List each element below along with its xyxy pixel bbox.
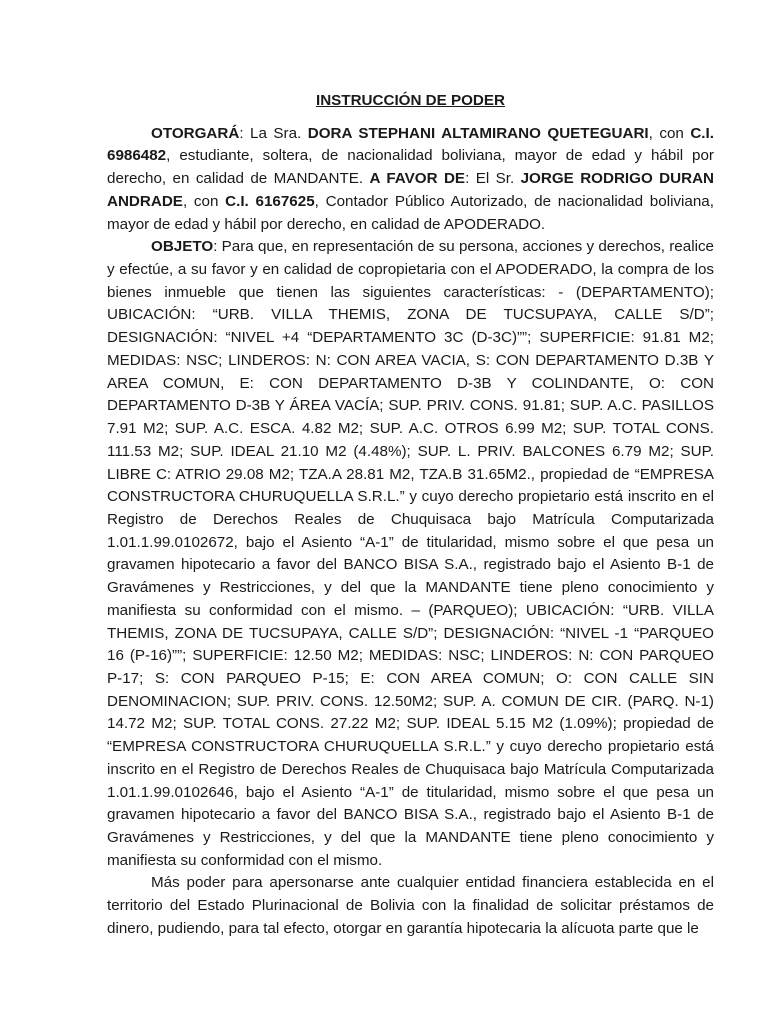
bold-text-run: OTORGARÁ xyxy=(151,124,240,142)
paragraph-objeto xyxy=(107,236,714,872)
text-run: , con xyxy=(182,192,226,210)
text-run: : Para que, en representación de su persona, acciones y derechos, realice y efectúe, a su favor y en calidad de copropietaria con el APODERADO, la compra de los bienes inmueble que tienen las siguientes características: - (DEPARTAMENTO); UBICACIÓN: “URB. VILLA THEMIS, ZONA DE TUCSUPAYA, CALLE S/D”; DESIGNACIÓN: “NIVEL +4 “DEPARTAMENTO 3C (D-3C)””; SUPERFICIE: 91.81 M2; MEDIDAS: NSC; LINDEROS: N: CON AREA VACIA, S: CON DEPARTAMENTO D.3B Y AREA COMUN, E: CON DEPARTAMENTO D-3B Y COLINDANTE, O: CON DEPARTAMENTO D-3B Y ÁREA VACÍA; SUP. PRIV. CONS. 91.81; SUP. A.C. PASILLOS 7.91 M2; SUP. A.C. ESCA. 4.82 M2; SUP. A.C. OTROS 6.99 M2; SUP. TOTAL CONS. 111.53 M2; SUP. IDEAL 21.10 M2 (4.48%); SUP. L. PRIV. BALCONES 6.79 M2; SUP. LIBRE C: ATRIO 29.08 M2; TZA.A 28.81 M2, TZA.B 31.65M2., propiedad de “EMPRESA CONSTRUCTORA CHURUQUELLA S.R.L.” y cuyo derecho propietario está inscrito en el Registro de Derechos Reales de Chuquisaca bajo Matrícula Computarizada 1.01.1.99.0102672, bajo el Asiento “A-1” de titularidad, mismo sobre el que pesa un gravamen hipotecario a favor del BANCO BISA S.A., registrado bajo el Asiento B-1 de Gravámenes y Restricciones, y del que la MANDANTE tiene pleno conocimiento y manifiesta su conformidad con el mismo. – (PARQUEO); UBICACIÓN: “URB. VILLA THEMIS, ZONA DE TUCSUPAYA, CALLE S/D”; DESIGNACIÓN: “NIVEL -1 “PARQUEO 16 (P-16)””; SUPERFICIE: 12.50 M2; MEDIDAS: NSC; LINDEROS: N: CON PARQUEO P-17; S: CON PARQUEO P-15; E: CON AREA COMUN; O: CON CALLE SIN DENOMINACION; SUP. PRIV. CONS. 12.50M2; SUP. A. COMUN DE CIR. (PARQ. N-1) 14.72 M2; SUP. TOTAL CONS. 27.22 M2; SUP. IDEAL 5.15 M2 (1.09%); propiedad de “EMPRESA CONSTRUCTORA CHURUQUELLA S.R.L.” y cuyo derecho propietario está inscrito en el Registro de Derechos Reales de Chuquisaca bajo Matrícula Computarizada 1.01.1.99.0102646, bajo el Asiento “A-1” de titularidad, mismo sobre el que pesa un gravamen hipotecario a favor del BANCO BISA S.A., registrado bajo el Asiento B-1 de Gravámenes y Restricciones, y del que la MANDANTE tiene pleno conocimiento y manifiesta su conformidad con el mismo. xyxy=(107,238,714,869)
paragraph-mas-poder xyxy=(107,872,714,940)
bold-text-run: JORGE RODRIGO DURAN ANDRADE xyxy=(107,170,715,210)
text-run: Más poder para apersonarse ante cualquier entidad financiera establecida en el territorio del Estado Plurinacional de Bolivia con la finalidad de solicitar préstamos de dinero, pudiendo, para tal efecto, otorgar en garantía hipotecaria la alícuota parte que le xyxy=(107,874,714,937)
text-run: , estudiante, soltera, de nacionalidad boliviana, mayor de edad y hábil por derecho, en calidad de MANDANTE. xyxy=(107,147,714,188)
document-title: INSTRUCCIÓN DE PODER xyxy=(315,92,505,109)
text-run: : La Sra. xyxy=(239,124,308,142)
bold-text-run: A FAVOR DE xyxy=(369,170,466,188)
bold-text-run: C.I. 6167625 xyxy=(225,192,315,210)
text-run: : El Sr. xyxy=(465,170,521,188)
bold-text-run: OBJETO xyxy=(151,238,214,256)
text-run: , Contador Público Autorizado, de nacionalidad boliviana, mayor de edad y hábil por derecho, en calidad de APODERADO. xyxy=(107,192,714,233)
bold-text-run: C.I. 6986482 xyxy=(107,124,714,165)
text-run: , con xyxy=(648,124,691,142)
paragraph-otorgara xyxy=(107,123,714,237)
bold-text-run: DORA STEPHANI ALTAMIRANO QUETEGUARI xyxy=(307,124,649,142)
document-page xyxy=(107,90,714,941)
